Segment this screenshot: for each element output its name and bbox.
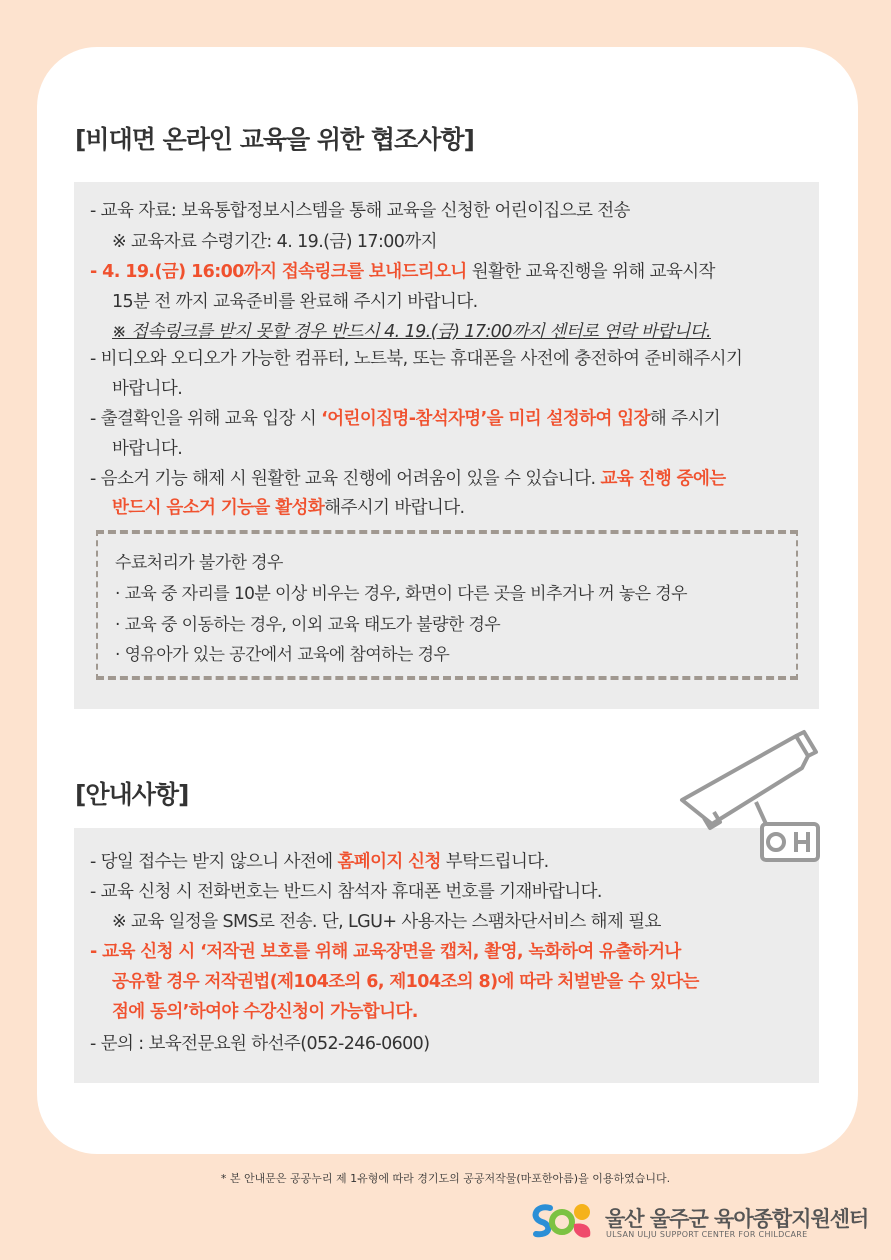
item-mute-b: 해주시기 바랍니다. — [324, 498, 465, 518]
notice-item-copyright-line2: 공유할 경우 저작권법(제104조의 6, 제104조의 8)에 따라 처벌받을 수 있다는 — [112, 972, 699, 992]
item-link-highlight: - 4. 19.(금) 16:00까지 접속링크를 보내드리오니 — [90, 262, 467, 282]
item-mute-highlight: 교육 진행 중에는 — [600, 469, 726, 489]
item-attendance-highlight: ‘어린이집명-참석자명’을 미리 설정하여 입장 — [321, 409, 650, 429]
center-logo-icon — [526, 1200, 596, 1242]
item-material: - 교육 자료: 보육통합정보시스템을 통해 교육을 신청한 어린이집으로 전송 — [90, 201, 630, 221]
footer-note: * 본 안내문은 공공누리 제 1유형에 따라 경기도의 공공저작물(마포한아름)을 이용하였습니다. — [220, 1172, 671, 1185]
item-device-line2: 바랍니다. — [112, 379, 183, 399]
item-link-warning: ※ 접속링크를 받지 못할 경우 반드시 4. 19.(금) 17:00까지 센터로 연락 바랍니다. — [112, 322, 711, 342]
section-title-cooperation: [비대면 온라인 교육을 위한 협조사항] — [75, 125, 474, 154]
item-mute-line2 — [112, 494, 465, 519]
notice-item-copyright-line3: 점에 동의’하여야 수강신청이 가능합니다. — [112, 1002, 418, 1022]
notice-item-phone-note: ※ 교육 일정을 SMS로 전송. 단, LGU+ 사용자는 스팸차단서비스 해제 필요 — [112, 912, 661, 932]
item-link — [90, 258, 715, 283]
non-completion-heading: 수료처리가 불가한 경우 — [115, 553, 283, 573]
notice-item-homepage-b: 부탁드립니다. — [440, 852, 549, 872]
item-mute-a: - 음소거 기능 해제 시 원활한 교육 진행에 어려움이 있을 수 있습니다. — [90, 469, 601, 489]
item-attendance-line2: 바랍니다. — [112, 439, 183, 459]
item-mute — [90, 465, 726, 490]
item-mute-highlight2: 반드시 음소거 기능을 활성화 — [112, 498, 325, 518]
notice-item-phone: - 교육 신청 시 전화번호는 반드시 참석자 휴대폰 번호를 기재바랍니다. — [90, 882, 602, 902]
non-completion-item: · 교육 중 이동하는 경우, 이외 교육 태도가 불량한 경우 — [115, 615, 501, 635]
item-device: - 비디오와 오디오가 가능한 컴퓨터, 노트북, 또는 휴대폰을 사전에 충전하여 준비해주시기 — [90, 349, 743, 369]
center-logo-name: 울산 울주군 육아종합지원센터 — [605, 1207, 869, 1231]
notice-item-copyright: - 교육 신청 시 ‘저작권 보호를 위해 교육장면을 캡처, 촬영, 녹화하여 유출하거나 — [90, 942, 681, 962]
item-attendance-a: - 출결확인을 위해 교육 입장 시 — [90, 409, 322, 429]
item-attendance-b: 해 주시기 — [649, 409, 721, 429]
non-completion-item: · 영유아가 있는 공간에서 교육에 참여하는 경우 — [115, 645, 450, 665]
center-logo-name-en: ULSAN ULJU SUPPORT CENTER FOR CHILDCARE — [606, 1230, 808, 1239]
notice-item-homepage-a: - 당일 접수는 받지 않으니 사전에 — [90, 852, 338, 872]
section-title-notice: [안내사항] — [75, 780, 189, 809]
notice-item-homepage-highlight: 홈페이지 신청 — [337, 852, 441, 872]
item-attendance — [90, 405, 720, 430]
notice-item-homepage — [90, 848, 549, 873]
item-link-line2: 15분 전 까지 교육준비를 완료해 주시기 바랍니다. — [112, 292, 478, 312]
non-completion-item: · 교육 중 자리를 10분 이상 비우는 경우, 화면이 다른 곳을 비추거나 꺼 놓은 경우 — [115, 584, 687, 604]
cctv-camera-icon — [676, 728, 826, 868]
item-link-rest: 원활한 교육진행을 위해 교육시작 — [466, 262, 715, 282]
item-material-note: ※ 교육자료 수령기간: 4. 19.(금) 17:00까지 — [112, 232, 437, 252]
notice-item-contact: - 문의 : 보육전문요원 하선주(052-246-0600) — [90, 1034, 430, 1054]
